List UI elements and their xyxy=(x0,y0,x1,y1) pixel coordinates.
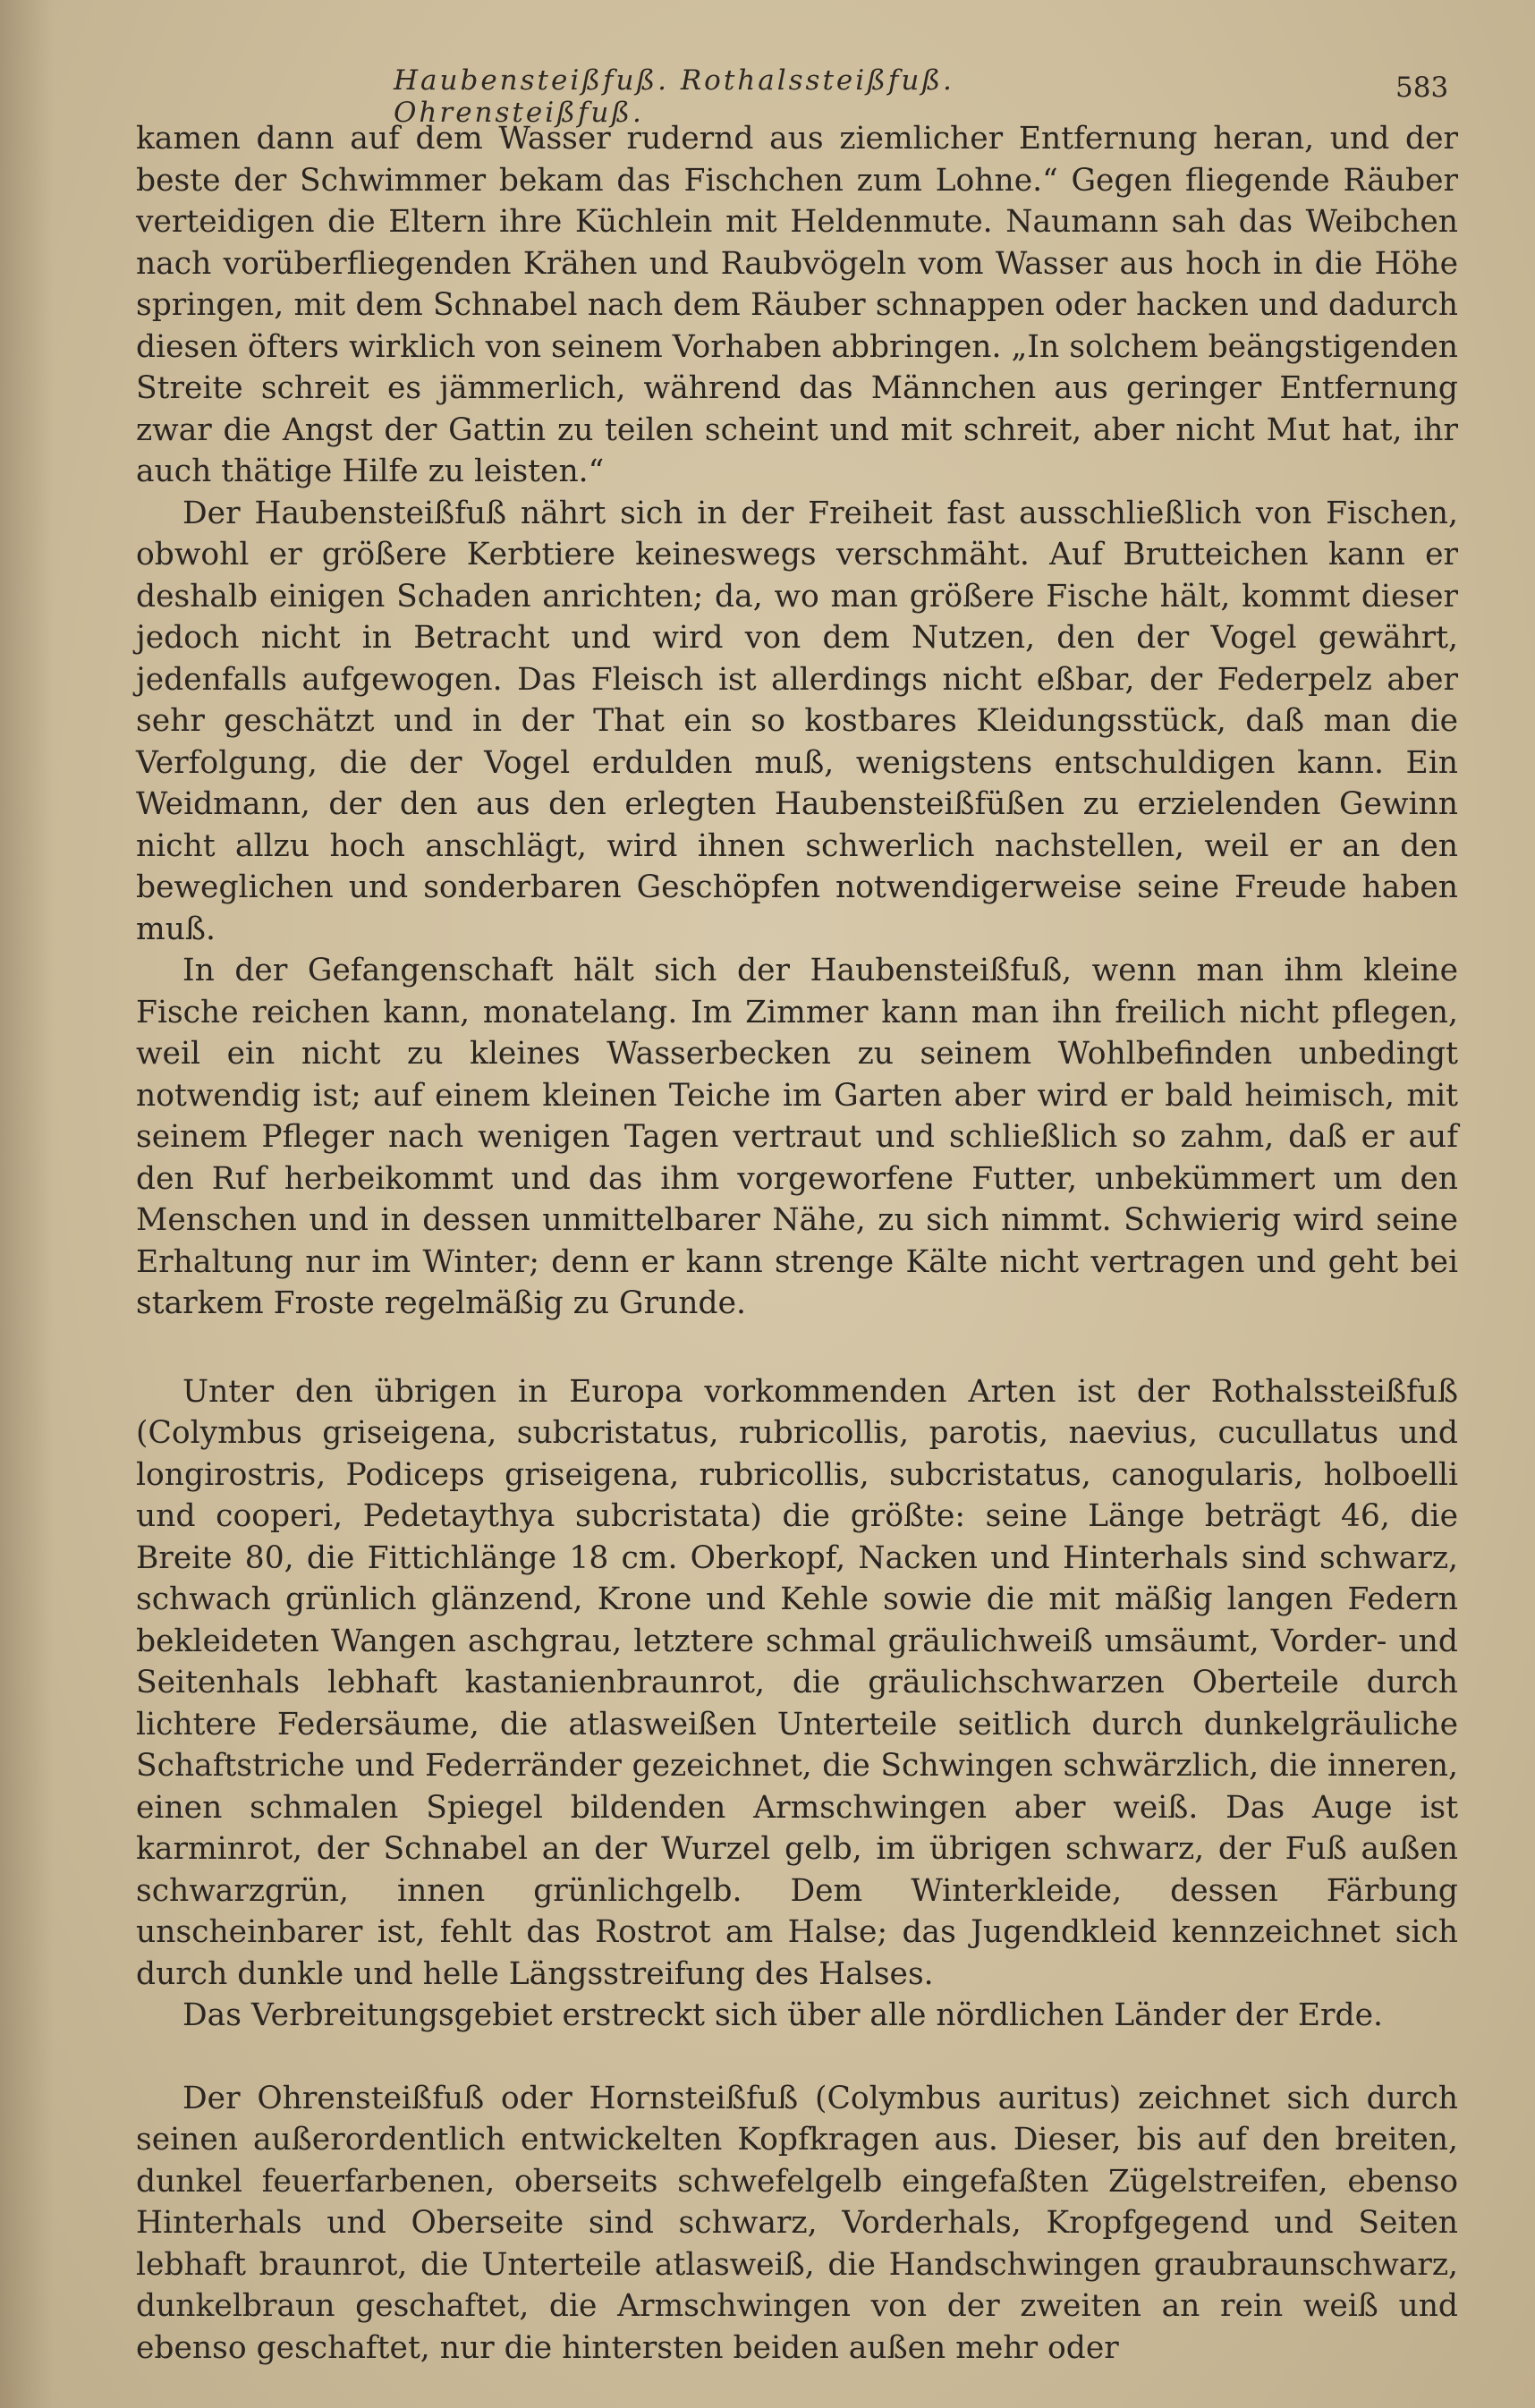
paragraph-3: In der Gefangenschaft hält sich der Haubensteißfuß, wenn man ihm kleine Fische reichen kann, monatelang. Im Zimmer kann man ihn freilich nicht pflegen, weil ein nicht zu kleines Wasserbecken zu seinem Wohlbefinden unbedingt notwendig ist; auf einem kleinen Teiche im Garten aber wird er bald heimisch, mit seinem Pfleger nach wenigen Tagen vertraut und schließlich so zahm, daß er auf den Ruf herbeikommt und das ihm vorgeworfene Futter, unbekümmert um den Menschen und in dessen unmittelbarer Nähe, zu sich nimmt. Schwierig wird seine Erhaltung nur im Winter; denn er kann strenge Kälte nicht vertragen und geht bei starkem Froste regelmäßig zu Grunde. xyxy=(136,953,1458,1321)
paragraph-2: Der Haubensteißfuß nährt sich in der Freiheit fast ausschließlich von Fischen, obwohl er größere Kerbtiere keineswegs verschmäht. Auf Brutteichen kann er deshalb einigen Schaden anrichten; da, wo man größere Fische hält, kommt dieser jedoch nicht in Betracht und wird von dem Nutzen, den der Vogel gewährt, jedenfalls aufgewogen. Das Fleisch ist allerdings nicht eßbar, der Federpelz aber sehr geschätzt und in der That ein so kostbares Kleidungsstück, daß man die Verfolgung, die der Vogel erdulden muß, wenigstens entschuldigen kann. Ein Weidmann, der den aus den erlegten Haubensteißfüßen zu erzielenden Gewinn nicht allzu hoch anschlägt, wird ihnen schwerlich nachstellen, weil er an den beweglichen und sonderbaren Geschöpfen notwendigerweise seine Freude haben muß. xyxy=(136,495,1458,947)
paragraph-6: Der Ohrensteißfuß oder Hornsteißfuß (Colymbus auritus) zeichnet sich durch seinen außerordentlich entwickelten Kopfkragen aus. Dieser, bis auf den breiten, dunkel feuerfarbenen, oberseits schwefelgelb eingefaßten Zügelstreifen, ebenso Hinterhals und Oberseite sind schwarz, Vorderhals, Kropfgegend und Seiten lebhaft braunrot, die Unterteile atlasweiß, die Handschwingen graubraunschwarz, dunkelbraun geschaftet, die Armschwingen von der zweiten an rein weiß und ebenso geschaftet, nur die hintersten beiden außen mehr oder xyxy=(136,2080,1458,2366)
paragraph-5: Das Verbreitungsgebiet erstreckt sich über alle nördlichen Länder der Erde. xyxy=(182,1997,1383,2033)
paragraph-1: kamen dann auf dem Wasser rudernd aus ziemlicher Entfernung heran, und der beste der Schwimmer bekam das Fischchen zum Lohne.“ Gegen fliegende Räuber verteidigen die Eltern ihre Küchlein mit Heldenmute. Naumann sah das Weibchen nach vorüberfliegenden Krähen und Raubvögeln vom Wasser aus hoch in die Höhe springen, mit dem Schnabel nach dem Räuber schnappen oder hacken und dadurch diesen öfters wirklich von seinem Vorhaben abbringen. „In solchem beängstigenden Streite schreit es jämmerlich, während das Männchen aus geringer Entfernung zwar die Angst der Gattin zu teilen scheint und mit schreit, aber nicht Mut hat, ihr auch thätige Hilfe zu leisten.“ xyxy=(136,121,1458,489)
running-head: Haubensteißfuß. Rothalssteißfuß. Ohrensteißfuß. xyxy=(394,64,954,129)
page-number: 583 xyxy=(1395,72,1449,104)
text-block xyxy=(136,118,1458,2369)
spine-shadow xyxy=(0,0,54,2408)
paragraph-4: Unter den übrigen in Europa vorkommenden Arten ist der Rothalssteißfuß (Colymbus griseigena, subcristatus, rubricollis, parotis, naevius, cucullatus und longirostris, Podiceps griseigena, rubricollis, subcristatus, canogularis, holboelli und cooperi, Pedetaythya subcristata) die größte: seine Länge beträgt 46, die Breite 80, die Fittichlänge 18 cm. Oberkopf, Nacken und Hinterhals sind schwarz, schwach grünlich glänzend, Krone und Kehle sowie die mit mäßig langen Federn bekleideten Wangen aschgrau, letztere schmal gräulichweiß umsäumt, Vorder- und Seitenhals lebhaft kastanienbraunrot, die gräulichschwarzen Oberteile durch lichtere Federsäume, die atlasweißen Unterteile seitlich durch dunkelgräuliche Schaftstriche und Federränder gezeichnet, die Schwingen schwärzlich, die inneren, einen schmalen Spiegel bildenden Armschwingen aber weiß. Das Auge ist karminrot, der Schnabel an der Wurzel gelb, im übrigen schwarz, der Fuß außen schwarzgrün, innen grünlichgelb. Dem Winterkleide, dessen Färbung unscheinbarer ist, fehlt das Rostrot am Halse; das Jugendkleid kennzeichnet sich durch dunkle und helle Längsstreifung des Halses. xyxy=(136,1373,1458,1992)
